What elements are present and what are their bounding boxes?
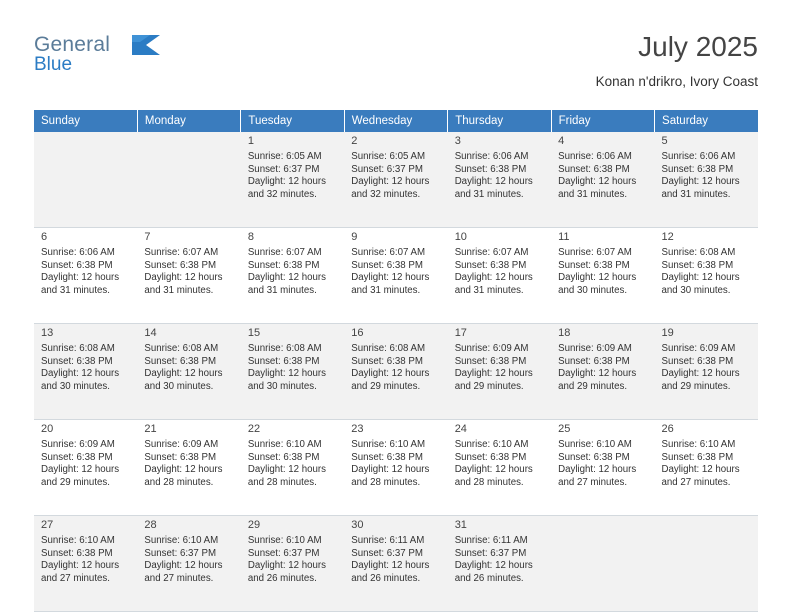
sunset-text: Sunset: 6:38 PM [454,451,527,463]
day-number: 18 [558,327,571,339]
day-cell [344,228,447,324]
sunset-text: Sunset: 6:38 PM [661,451,734,463]
daylight-text-line2: and 28 minutes. [351,476,421,488]
day-details [351,535,441,585]
day-cell [551,324,654,420]
sunset-text: Sunset: 6:38 PM [351,355,423,367]
sunrise-text: Sunrise: 6:11 AM [454,535,528,546]
day-number: 23 [351,423,364,435]
sunrise-text: Sunrise: 6:08 AM [247,343,322,354]
day-cell [551,228,654,324]
daylight-text-line2: and 31 minutes. [144,284,214,296]
daylight-text-line2: and 30 minutes. [558,284,628,296]
daylight-text-line2: and 28 minutes. [454,476,524,488]
sunset-text: Sunset: 6:38 PM [247,355,320,367]
daylight-text-line1: Daylight: 12 hours [558,368,637,380]
sunrise-text: Sunrise: 6:10 AM [144,535,219,546]
sunrise-text: Sunrise: 6:05 AM [247,151,322,162]
daylight-text-line2: and 29 minutes. [351,380,421,392]
daylight-text-line2: and 29 minutes. [661,380,731,392]
daylight-text-line1: Daylight: 12 hours [351,272,430,284]
daylight-text-line2: and 27 minutes. [144,572,214,584]
day-number: 15 [247,327,261,339]
day-details [248,247,338,297]
day-number: 20 [41,423,54,435]
daylight-text-line2: and 26 minutes. [351,572,421,584]
page-title: July 2025 [638,31,758,62]
day-cell [241,324,344,420]
day-number: 14 [144,327,157,339]
daylight-text-line1: Daylight: 12 hours [558,272,637,284]
daylight-text-line2: and 32 minutes. [351,188,421,200]
day-cell [344,516,447,612]
day-number: 21 [144,423,157,435]
sunset-text: Sunset: 6:38 PM [247,259,320,271]
daylight-text-line2: and 29 minutes. [41,476,110,488]
calendar-week-row [34,420,758,516]
day-cell [137,420,240,516]
sunrise-text: Sunrise: 6:11 AM [351,535,425,546]
day-details [351,151,441,201]
daylight-text-line1: Daylight: 12 hours [351,464,430,476]
day-cell [344,324,447,420]
day-details [662,343,752,393]
sunrise-text: Sunrise: 6:10 AM [351,439,426,450]
sunrise-text: Sunrise: 6:10 AM [41,535,115,546]
title-block [596,28,758,89]
daylight-text-line2: and 29 minutes. [454,380,524,392]
sunset-text: Sunset: 6:38 PM [247,451,320,463]
daylight-text-line2: and 27 minutes. [41,572,110,584]
daylight-text-line1: Daylight: 12 hours [247,464,326,476]
daylight-text-line2: and 32 minutes. [247,188,317,200]
weekday-header-monday: Monday [137,110,240,132]
day-cell [137,132,240,228]
sunset-text: Sunset: 6:38 PM [454,355,527,367]
sunset-text: Sunset: 6:38 PM [454,163,527,175]
sunrise-text: Sunrise: 6:10 AM [661,439,736,450]
daylight-text-line1: Daylight: 12 hours [351,368,430,380]
day-cell [344,420,447,516]
page-header [34,28,758,98]
calendar-week-row [34,516,758,612]
sunset-text: Sunset: 6:37 PM [247,547,320,559]
day-details [558,439,648,489]
daylight-text-line1: Daylight: 12 hours [454,464,533,476]
day-cell [551,132,654,228]
day-number: 31 [454,519,467,531]
daylight-text-line2: and 28 minutes. [247,476,317,488]
day-number: 4 [558,135,565,147]
day-number: 28 [144,519,157,531]
day-number: 9 [351,231,358,243]
logo[interactable] [34,28,214,75]
sunrise-text: Sunrise: 6:10 AM [247,535,322,546]
day-cell [551,420,654,516]
daylight-text-line2: and 30 minutes. [144,380,214,392]
day-number: 7 [144,231,151,243]
daylight-text-line1: Daylight: 12 hours [247,272,326,284]
day-cell [344,132,447,228]
daylight-text-line2: and 30 minutes. [661,284,731,296]
day-number: 24 [454,423,467,435]
day-cell [655,420,758,516]
sunset-text: Sunset: 6:38 PM [661,259,734,271]
day-cell [34,132,137,228]
sunset-text: Sunset: 6:37 PM [247,163,320,175]
day-details [41,247,131,297]
daylight-text-line2: and 31 minutes. [454,188,524,200]
day-details [558,343,648,393]
sunrise-text: Sunrise: 6:10 AM [247,439,322,450]
sunrise-text: Sunrise: 6:07 AM [247,247,322,258]
day-number: 5 [661,135,668,147]
daylight-text-line2: and 31 minutes. [41,284,110,296]
day-number: 29 [247,519,261,531]
day-cell [34,324,137,420]
daylight-text-line1: Daylight: 12 hours [247,176,326,188]
day-cell [137,324,240,420]
calendar-week-row [34,228,758,324]
day-details [558,247,648,297]
day-details [248,343,338,393]
day-cell [241,132,344,228]
day-number: 11 [558,231,570,243]
daylight-text-line1: Daylight: 12 hours [454,272,533,284]
daylight-text-line2: and 31 minutes. [247,284,317,296]
daylight-text-line1: Daylight: 12 hours [144,272,223,284]
sunset-text: Sunset: 6:38 PM [351,259,423,271]
day-cell [34,228,137,324]
weekday-header-saturday: Saturday [655,110,758,132]
calendar-week-row [34,324,758,420]
daylight-text-line1: Daylight: 12 hours [454,368,533,380]
day-details [455,343,545,393]
sunrise-text: Sunrise: 6:07 AM [454,247,529,258]
day-details [351,343,441,393]
daylight-text-line1: Daylight: 12 hours [558,464,637,476]
sunset-text: Sunset: 6:38 PM [144,259,217,271]
day-number: 30 [351,519,364,531]
daylight-text-line1: Daylight: 12 hours [661,464,740,476]
sunrise-text: Sunrise: 6:09 AM [454,343,529,354]
sunrise-text: Sunrise: 6:06 AM [454,151,529,162]
daylight-text-line1: Daylight: 12 hours [558,176,637,188]
day-number: 26 [661,423,674,435]
day-details [662,151,752,201]
day-cell [655,228,758,324]
daylight-text-line2: and 28 minutes. [144,476,214,488]
sunrise-text: Sunrise: 6:09 AM [41,439,115,450]
flag-icon [130,33,164,57]
sunset-text: Sunset: 6:38 PM [558,355,630,367]
sunset-text: Sunset: 6:38 PM [558,163,630,175]
day-number: 8 [247,231,254,243]
daylight-text-line2: and 31 minutes. [558,188,628,200]
day-details [248,151,338,201]
day-details [248,535,338,585]
sunrise-text: Sunrise: 6:09 AM [558,343,632,354]
sunset-text: Sunset: 6:37 PM [454,547,527,559]
weekday-header-thursday: Thursday [448,110,551,132]
daylight-text-line2: and 31 minutes. [351,284,421,296]
sunset-text: Sunset: 6:38 PM [558,451,630,463]
sunset-text: Sunset: 6:38 PM [144,451,217,463]
sunset-text: Sunset: 6:38 PM [661,163,734,175]
daylight-text-line2: and 31 minutes. [454,284,524,296]
sunrise-text: Sunrise: 6:07 AM [558,247,632,258]
day-cell [551,516,654,612]
daylight-text-line2: and 30 minutes. [41,380,110,392]
day-number: 10 [454,231,467,243]
daylight-text-line2: and 29 minutes. [558,380,628,392]
daylight-text-line1: Daylight: 12 hours [454,176,533,188]
daylight-text-line1: Daylight: 12 hours [144,560,223,572]
day-details [662,439,752,489]
sunrise-text: Sunrise: 6:08 AM [661,247,736,258]
daylight-text-line1: Daylight: 12 hours [661,176,740,188]
day-number: 19 [661,327,674,339]
sunrise-text: Sunrise: 6:07 AM [144,247,219,258]
sunset-text: Sunset: 6:38 PM [144,355,217,367]
daylight-text-line1: Daylight: 12 hours [144,368,223,380]
day-details [144,439,234,489]
daylight-text-line1: Daylight: 12 hours [41,560,120,572]
daylight-text-line2: and 31 minutes. [661,188,731,200]
sunset-text: Sunset: 6:38 PM [454,259,527,271]
day-cell [448,516,551,612]
daylight-text-line1: Daylight: 12 hours [351,176,430,188]
sunrise-text: Sunrise: 6:08 AM [144,343,219,354]
day-details [662,247,752,297]
day-details [41,343,131,393]
day-number: 2 [351,135,358,147]
sunset-text: Sunset: 6:37 PM [144,547,217,559]
daylight-text-line1: Daylight: 12 hours [41,464,120,476]
daylight-text-line2: and 26 minutes. [247,572,317,584]
sunrise-text: Sunrise: 6:05 AM [351,151,426,162]
weekday-header-sunday: Sunday [34,110,137,132]
location-subtitle: Konan n'drikro, Ivory Coast [595,74,758,89]
logo-text-blue: Blue [34,54,73,75]
day-number: 13 [41,327,54,339]
day-number: 1 [247,135,254,147]
day-details [455,535,545,585]
daylight-text-line1: Daylight: 12 hours [454,560,533,572]
day-number: 16 [351,327,364,339]
day-number: 25 [558,423,571,435]
weekday-header-friday: Friday [551,110,654,132]
sunrise-text: Sunrise: 6:09 AM [661,343,736,354]
sunrise-text: Sunrise: 6:08 AM [351,343,426,354]
day-number: 12 [661,231,674,243]
daylight-text-line2: and 26 minutes. [454,572,524,584]
day-cell [655,132,758,228]
daylight-text-line2: and 27 minutes. [558,476,628,488]
day-details [144,343,234,393]
day-cell [655,324,758,420]
sunset-text: Sunset: 6:38 PM [41,451,113,463]
daylight-text-line1: Daylight: 12 hours [247,368,326,380]
daylight-text-line1: Daylight: 12 hours [144,464,223,476]
day-details [248,439,338,489]
day-cell [241,516,344,612]
sunset-text: Sunset: 6:38 PM [661,355,734,367]
day-cell [241,420,344,516]
day-number: 6 [41,231,48,243]
day-cell [448,420,551,516]
weekday-header-wednesday: Wednesday [344,110,447,132]
sunset-text: Sunset: 6:38 PM [351,451,423,463]
sunrise-text: Sunrise: 6:06 AM [558,151,632,162]
day-details [351,439,441,489]
daylight-text-line1: Daylight: 12 hours [41,368,120,380]
day-cell [34,516,137,612]
day-cell [137,228,240,324]
daylight-text-line2: and 30 minutes. [247,380,317,392]
day-details [41,535,131,585]
sunrise-text: Sunrise: 6:07 AM [351,247,426,258]
logo-text-general: General [34,33,111,56]
daylight-text-line1: Daylight: 12 hours [661,272,740,284]
day-details [144,247,234,297]
sunrise-text: Sunrise: 6:10 AM [454,439,529,450]
day-number: 17 [454,327,467,339]
day-cell [241,228,344,324]
sunrise-text: Sunrise: 6:06 AM [661,151,736,162]
day-details [558,151,648,201]
day-number: 22 [247,423,261,435]
sunset-text: Sunset: 6:38 PM [558,259,630,271]
calendar-table [34,110,758,612]
sunset-text: Sunset: 6:37 PM [351,547,423,559]
sunrise-text: Sunrise: 6:09 AM [144,439,219,450]
calendar-week-row [34,132,758,228]
daylight-text-line1: Daylight: 12 hours [41,272,120,284]
day-details [351,247,441,297]
sunrise-text: Sunrise: 6:08 AM [41,343,115,354]
daylight-text-line1: Daylight: 12 hours [247,560,326,572]
day-number: 27 [41,519,54,531]
sunset-text: Sunset: 6:38 PM [41,355,113,367]
calendar-header-row [34,110,758,132]
day-details [144,535,234,585]
day-cell [448,132,551,228]
day-cell [655,516,758,612]
sunrise-text: Sunrise: 6:06 AM [41,247,115,258]
daylight-text-line2: and 27 minutes. [661,476,731,488]
sunset-text: Sunset: 6:38 PM [41,547,113,559]
day-details [41,439,131,489]
weekday-header-tuesday: Tuesday [241,110,344,132]
calendar-body [34,132,758,612]
sunrise-text: Sunrise: 6:10 AM [558,439,632,450]
day-cell [448,324,551,420]
day-cell [448,228,551,324]
day-cell [137,516,240,612]
day-number: 3 [454,135,461,147]
day-details [455,151,545,201]
day-details [455,439,545,489]
sunset-text: Sunset: 6:38 PM [41,259,113,271]
day-cell [34,420,137,516]
daylight-text-line1: Daylight: 12 hours [661,368,740,380]
sunset-text: Sunset: 6:37 PM [351,163,423,175]
daylight-text-line1: Daylight: 12 hours [351,560,430,572]
day-details [455,247,545,297]
